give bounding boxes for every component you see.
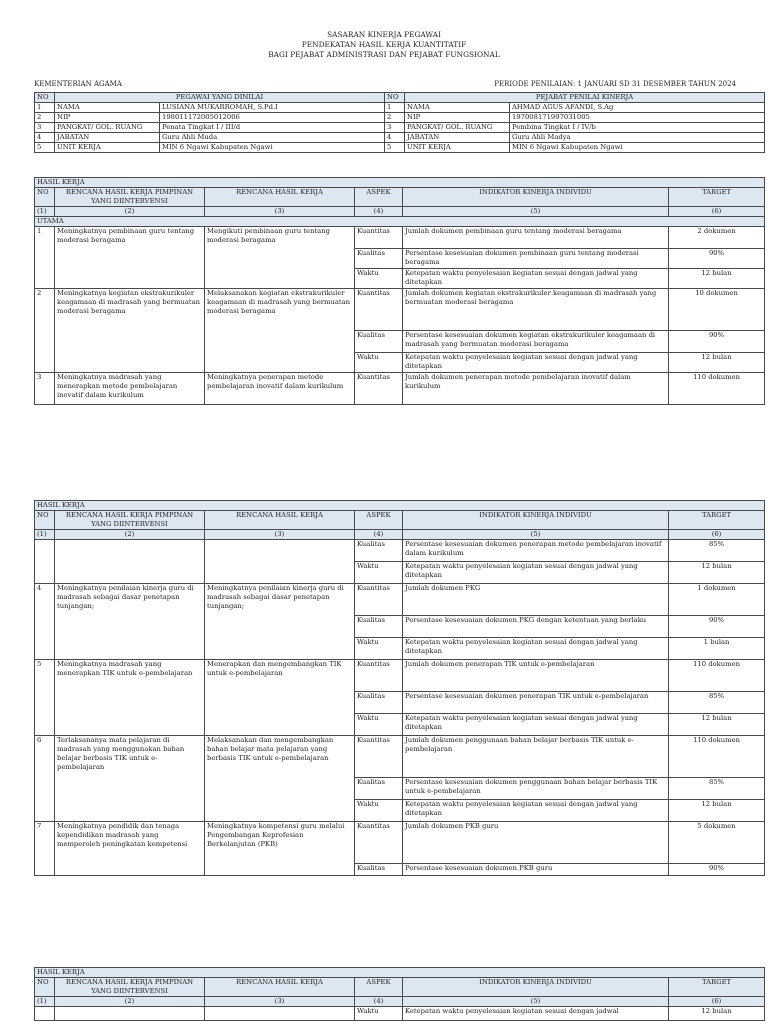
item-indikator: Jumlah dokumen penerapan TIK untuk e-pembelajaran xyxy=(403,660,669,692)
col-no: NO xyxy=(35,978,55,997)
col-num: (2) xyxy=(55,207,205,217)
employee-row xyxy=(35,103,765,113)
item-no-empty xyxy=(35,540,55,584)
row-label: NIP xyxy=(55,113,160,123)
item-target: 12 bulan xyxy=(669,353,765,373)
row-no: 4 xyxy=(385,133,405,143)
title-line-3: BAGI PEJABAT ADMINISTRASI DAN PEJABAT FUNGSIONAL xyxy=(268,50,500,59)
item-indikator: Ketepatan waktu penyelesaian kegiatan sesuai dengan jadwal yang ditetapkan xyxy=(403,269,669,289)
item-target: 1 dokumen xyxy=(669,584,765,616)
item-target: 85% xyxy=(669,692,765,714)
row-label: NIP xyxy=(405,113,510,123)
item-no: 7 xyxy=(35,822,55,876)
item-indikator: Jumlah dokumen kegiatan ekstrakurikuler keagamaan di madrasah yang bermuatan moderasi beragama xyxy=(403,289,669,331)
col-num: (5) xyxy=(403,530,669,540)
utama-row xyxy=(35,217,765,227)
table-row xyxy=(35,822,765,864)
penilai-nama: AHMAD AGUS AFANDI, S.Ag xyxy=(510,103,765,113)
item-target: 2 dokumen xyxy=(669,227,765,249)
item-target: 10 dokumen xyxy=(669,289,765,331)
item-aspek: Kualitas xyxy=(355,540,403,562)
item-target: 110 dokumen xyxy=(669,373,765,405)
hasil-header-row xyxy=(35,188,765,207)
item-aspek: Waktu xyxy=(355,562,403,584)
item-rhk-pimpinan: Meningkatnya pendidik dan tenaga kependidikan madrasah yang memperoleh peningkatan kompetensi xyxy=(55,822,205,876)
item-rhk: Mengikuti pembinaan guru tentang moderasi beragama xyxy=(205,227,355,289)
item-rhk-pimpinan: Meningkatnya penilaian kinerja guru di madrasah sebagai dasar penetapan tunjangan; xyxy=(55,584,205,660)
employee-row xyxy=(35,133,765,143)
table-row xyxy=(35,660,765,692)
pegawai-nip: 198011172005012006 xyxy=(160,113,385,123)
col-target: TARGET xyxy=(669,511,765,530)
item-target: 90% xyxy=(669,864,765,876)
item-aspek: Kualitas xyxy=(355,692,403,714)
item-target: 85% xyxy=(669,540,765,562)
item-indikator: Persentase kesesuaian dokumen penerapan metode pembelajaran inovatif dalam kurikulum xyxy=(403,540,669,562)
item-aspek: Waktu xyxy=(355,638,403,660)
item-aspek: Kualitas xyxy=(355,249,403,269)
item-target: 90% xyxy=(669,616,765,638)
item-aspek: Kualitas xyxy=(355,778,403,800)
item-indikator: Jumlah dokumen PKG xyxy=(403,584,669,616)
table-row xyxy=(35,1007,765,1021)
item-rhk-pimpinan-empty xyxy=(55,1007,205,1021)
employee-row xyxy=(35,143,765,153)
item-no: 4 xyxy=(35,584,55,660)
col-aspek: ASPEK xyxy=(355,511,403,530)
item-target: 110 dokumen xyxy=(669,736,765,778)
row-no: 1 xyxy=(385,103,405,113)
hasil-kerja-table-2 xyxy=(34,500,765,876)
column-number-row xyxy=(35,530,765,540)
col-rhk-pimpinan: RENCANA HASIL KERJA PIMPINAN YANG DIINTERVENSI xyxy=(55,978,205,997)
section-row xyxy=(35,501,765,511)
col-pejabat-penilai: PEJABAT PENILAI KINERJA xyxy=(405,93,765,103)
item-rhk-pimpinan: Meningkatnya kegiatan ekstrakurikuler keagamaan di madrasah yang bermuatan moderasi beragama xyxy=(55,289,205,373)
hasil-header-row xyxy=(35,511,765,530)
row-label: UNIT KERJA xyxy=(55,143,160,153)
item-aspek: Kuantitas xyxy=(355,736,403,778)
hasil-header-row xyxy=(35,978,765,997)
employee-header-row xyxy=(35,93,765,103)
item-rhk-pimpinan: Meningkatnya madrasah yang menerapkan TIK untuk e-pembelajaran xyxy=(55,660,205,736)
item-target: 110 dokumen xyxy=(669,660,765,692)
item-aspek: Waktu xyxy=(355,1007,403,1021)
item-rhk: Meningkatnya kompetensi guru melalui Pengembangan Keprofesian Berkelanjutan (PKB) xyxy=(205,822,355,876)
table-row xyxy=(35,289,765,331)
item-no: 2 xyxy=(35,289,55,373)
item-rhk-pimpinan: Meningkatnya pembinaan guru tentang moderasi beragama xyxy=(55,227,205,289)
col-num: (1) xyxy=(35,530,55,540)
item-aspek: Kuantitas xyxy=(355,660,403,692)
col-target: TARGET xyxy=(669,978,765,997)
section-hasil-kerja: HASIL KERJA xyxy=(35,178,765,188)
item-aspek: Waktu xyxy=(355,269,403,289)
item-target: 5 dokumen xyxy=(669,822,765,864)
col-num: (2) xyxy=(55,530,205,540)
section-hasil-kerja: HASIL KERJA xyxy=(35,968,765,978)
item-aspek: Kuantitas xyxy=(355,227,403,249)
col-indikator: INDIKATOR KINERJA INDIVIDU xyxy=(403,511,669,530)
row-label: JABATAN xyxy=(405,133,510,143)
penilai-pangkat: Pembina Tingkat I / IV/b xyxy=(510,123,765,133)
item-target: 12 bulan xyxy=(669,800,765,822)
col-no: NO xyxy=(35,511,55,530)
item-rhk-empty xyxy=(205,540,355,584)
col-rhk-pimpinan: RENCANA HASIL KERJA PIMPINAN YANG DIINTERVENSI xyxy=(55,511,205,530)
item-aspek: Kualitas xyxy=(355,616,403,638)
section-hasil-kerja: HASIL KERJA xyxy=(35,501,765,511)
col-aspek: ASPEK xyxy=(355,188,403,207)
item-target: 12 bulan xyxy=(669,714,765,736)
period-label: PERIODE PENILAIAN: 1 JANUARI SD 31 DESEMBER TAHUN 2024 xyxy=(494,80,736,88)
col-num: (3) xyxy=(205,207,355,217)
item-indikator: Ketepatan waktu penyelesaian kegiatan sesuai dengan jadwal xyxy=(403,1007,669,1021)
row-label: UNIT KERJA xyxy=(405,143,510,153)
row-no: 2 xyxy=(35,113,55,123)
table-row xyxy=(35,540,765,562)
item-indikator: Persentase kesesuaian dokumen penggunaan bahan belajar berbasis TIK untuk e-pembelajaran xyxy=(403,778,669,800)
item-rhk-pimpinan: Terlaksananya mata pelajaran di madrasah yang menggunakan bahan belajar berbasis TIK untuk e-pembelajaran xyxy=(55,736,205,822)
row-no: 2 xyxy=(385,113,405,123)
item-rhk: Melaksanakan dan mengembangkan bahan belajar mata pelajaran yang berbasis TIK untuk e-pembelajaran xyxy=(205,736,355,822)
item-indikator: Jumlah dokumen penggunaan bahan belajar berbasis TIK untuk e-pembelajaran xyxy=(403,736,669,778)
col-rhk: RENCANA HASIL KERJA xyxy=(205,511,355,530)
item-indikator: Persentase kesesuaian dokumen penerapan TIK untuk e-pembelajaran xyxy=(403,692,669,714)
table-row xyxy=(35,373,765,405)
item-indikator: Jumlah dokumen PKB guru xyxy=(403,822,669,864)
item-rhk-empty xyxy=(205,1007,355,1021)
row-no: 5 xyxy=(35,143,55,153)
item-target: 85% xyxy=(669,778,765,800)
column-number-row xyxy=(35,997,765,1007)
table-row xyxy=(35,584,765,616)
row-no: 4 xyxy=(35,133,55,143)
pegawai-nama: LUSIANA MUKARROMAH, S.Pd.I xyxy=(160,103,385,113)
section-row xyxy=(35,968,765,978)
section-utama: UTAMA xyxy=(35,217,765,227)
penilai-unit-kerja: MIN 6 Ngawi Kabupaten Ngawi xyxy=(510,143,765,153)
employee-row xyxy=(35,113,765,123)
row-no: 1 xyxy=(35,103,55,113)
item-aspek: Waktu xyxy=(355,353,403,373)
item-rhk-pimpinan-empty xyxy=(55,540,205,584)
item-aspek: Kuantitas xyxy=(355,373,403,405)
item-indikator: Ketepatan waktu penyelesaian kegiatan sesuai dengan jadwal yang ditetapkan xyxy=(403,800,669,822)
col-aspek: ASPEK xyxy=(355,978,403,997)
item-indikator: Ketepatan waktu penyelesaian kegiatan sesuai dengan jadwal yang ditetapkan xyxy=(403,638,669,660)
col-num: (3) xyxy=(205,997,355,1007)
col-indikator: INDIKATOR KINERJA INDIVIDU xyxy=(403,188,669,207)
col-no: NO xyxy=(35,188,55,207)
item-target: 12 bulan xyxy=(669,269,765,289)
row-no: 3 xyxy=(35,123,55,133)
item-no: 3 xyxy=(35,373,55,405)
hasil-kerja-table-3 xyxy=(34,967,765,1021)
item-indikator: Ketepatan waktu penyelesaian kegiatan sesuai dengan jadwal yang ditetapkan xyxy=(403,714,669,736)
employee-table xyxy=(34,92,765,153)
penilai-nip: 197008171997031005 xyxy=(510,113,765,123)
row-label: JABATAN xyxy=(55,133,160,143)
pegawai-unit-kerja: MIN 6 Ngawi Kabupaten Ngawi xyxy=(160,143,385,153)
document-title-block xyxy=(0,30,768,60)
item-aspek: Kuantitas xyxy=(355,822,403,864)
pegawai-pangkat: Penata Tingkat I / III/d xyxy=(160,123,385,133)
item-rhk: Meningkatnya penerapan metode pembelajaran inovatif dalam kurikulum xyxy=(205,373,355,405)
ministry-label: KEMENTERIAN AGAMA xyxy=(34,80,122,88)
item-no: 1 xyxy=(35,227,55,289)
item-aspek: Kualitas xyxy=(355,864,403,876)
row-label: PANGKAT/ GOL. RUANG xyxy=(405,123,510,133)
item-target: 90% xyxy=(669,331,765,353)
row-no: 5 xyxy=(385,143,405,153)
col-no: NO xyxy=(35,93,55,103)
col-indikator: INDIKATOR KINERJA INDIVIDU xyxy=(403,978,669,997)
col-num: (4) xyxy=(355,530,403,540)
row-label: NAMA xyxy=(55,103,160,113)
item-aspek: Kualitas xyxy=(355,331,403,353)
penilai-jabatan: Guru Ahli Madya xyxy=(510,133,765,143)
pegawai-jabatan: Guru Ahli Muda xyxy=(160,133,385,143)
item-target: 1 bulan xyxy=(669,638,765,660)
col-rhk-pimpinan: RENCANA HASIL KERJA PIMPINAN YANG DIINTERVENSI xyxy=(55,188,205,207)
title-line-2: PENDEKATAN HASIL KERJA KUANTITATIF xyxy=(301,40,467,49)
row-label: NAMA xyxy=(405,103,510,113)
col-num: (4) xyxy=(355,997,403,1007)
item-no: 5 xyxy=(35,660,55,736)
item-indikator: Persentase kesesuaian dokumen kegiatan ekstrakurikuler keagamaan di madrasah yang bermuatan moderasi beragama xyxy=(403,331,669,353)
col-num: (5) xyxy=(403,207,669,217)
col-num: (2) xyxy=(55,997,205,1007)
item-rhk: Menerapkan dan mengembangkan TIK untuk e-pembelajaran xyxy=(205,660,355,736)
col-rhk: RENCANA HASIL KERJA xyxy=(205,978,355,997)
employee-row xyxy=(35,123,765,133)
col-num: (1) xyxy=(35,207,55,217)
col-num: (5) xyxy=(403,997,669,1007)
item-rhk: Melaksanakan kegiatan ekstrakurikuler keagamaan di madrasah yang bermuatan moderasi beragama xyxy=(205,289,355,373)
col-no-2: NO xyxy=(385,93,405,103)
title-line-1: SASARAN KINERJA PEGAWAI xyxy=(327,30,441,39)
item-target: 90% xyxy=(669,249,765,269)
col-num: (6) xyxy=(669,530,765,540)
item-no: 6 xyxy=(35,736,55,822)
column-number-row xyxy=(35,207,765,217)
col-target: TARGET xyxy=(669,188,765,207)
hasil-kerja-table-1 xyxy=(34,177,765,405)
item-aspek: Kuantitas xyxy=(355,289,403,331)
item-rhk: Meningkatnya penilaian kinerja guru di madrasah sebagai dasar penetapan tunjangan; xyxy=(205,584,355,660)
col-num: (4) xyxy=(355,207,403,217)
col-pegawai-dinilai: PEGAWAI YANG DINILAI xyxy=(55,93,385,103)
col-num: (3) xyxy=(205,530,355,540)
col-num: (1) xyxy=(35,997,55,1007)
item-aspek: Waktu xyxy=(355,800,403,822)
item-indikator: Persentase kesesuaian dokumen pembinaan guru tentang moderasi beragama xyxy=(403,249,669,269)
row-no: 3 xyxy=(385,123,405,133)
item-aspek: Kuantitas xyxy=(355,584,403,616)
section-row xyxy=(35,178,765,188)
table-row xyxy=(35,736,765,778)
item-target: 12 bulan xyxy=(669,562,765,584)
item-indikator: Jumlah dokumen pembinaan guru tentang moderasi beragama xyxy=(403,227,669,249)
item-aspek: Waktu xyxy=(355,714,403,736)
item-target: 12 bulan xyxy=(669,1007,765,1021)
item-rhk-pimpinan: Meningkatnya madrasah yang menerapkan metode pembelajaran inovatif dalam kurikulum xyxy=(55,373,205,405)
item-indikator: Jumlah dokumen penerapan metode pembelajaran inovatif dalam kurikulum xyxy=(403,373,669,405)
row-label: PANGKAT/ GOL. RUANG xyxy=(55,123,160,133)
col-num: (6) xyxy=(669,997,765,1007)
col-num: (6) xyxy=(669,207,765,217)
item-indikator: Persentase kesesuaian dokumen PKG dengan ketentuan yang berlaku xyxy=(403,616,669,638)
col-rhk: RENCANA HASIL KERJA xyxy=(205,188,355,207)
item-indikator: Ketepatan waktu penyelesaian kegiatan sesuai dengan jadwal yang ditetapkan xyxy=(403,562,669,584)
table-row xyxy=(35,227,765,249)
item-no-empty xyxy=(35,1007,55,1021)
item-indikator: Persentase kesesuaian dokumen PKB guru xyxy=(403,864,669,876)
item-indikator: Ketepatan waktu penyelesaian kegiatan sesuai dengan jadwal yang ditetapkan xyxy=(403,353,669,373)
